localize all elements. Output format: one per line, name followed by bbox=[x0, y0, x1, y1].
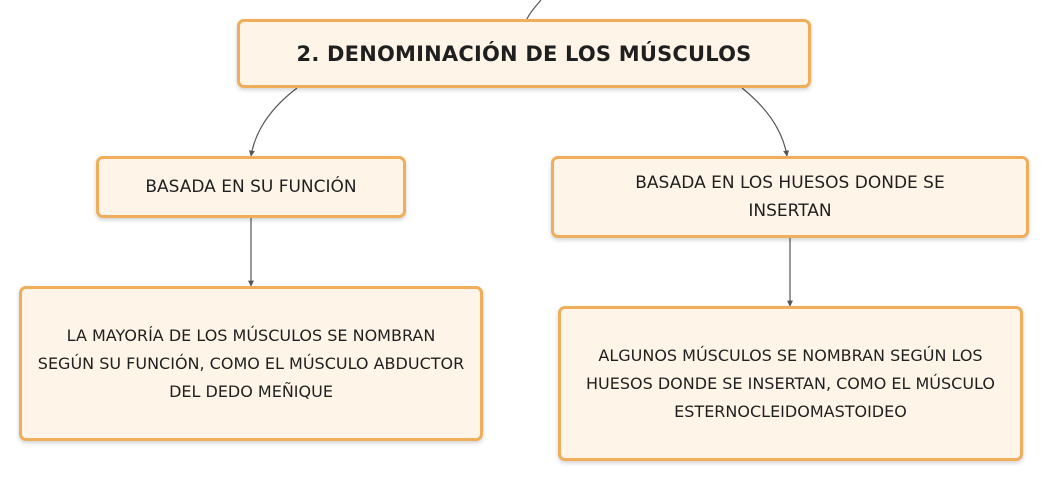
connector-parent-to-root bbox=[527, 0, 541, 19]
subtopic-label: LA MAYORÍA DE LOS MÚSCULOS SE NOMBRAN SEGÚN SU FUNCIÓN, COMO EL MÚSCULO ABDUCTOR DEL DEDO MEÑIQUE bbox=[37, 325, 465, 401]
root-topic[interactable] bbox=[237, 19, 811, 88]
connector-root-to-bones bbox=[742, 88, 787, 156]
topic-label: BASADA EN SU FUNCIÓN bbox=[145, 177, 357, 197]
topic-label: BASADA EN LOS HUESOS DONDE SE INSERTAN bbox=[635, 173, 945, 221]
root-topic-label: 2. DENOMINACIÓN DE LOS MÚSCULOS bbox=[296, 41, 752, 66]
subtopic-huesos-detail[interactable] bbox=[558, 306, 1023, 461]
topic-basada-en-su-funcion[interactable] bbox=[96, 156, 406, 218]
connector-root-to-function bbox=[251, 88, 297, 156]
topic-basada-en-los-huesos[interactable] bbox=[551, 156, 1029, 238]
subtopic-label: ALGUNOS MÚSCULOS SE NOMBRAN SEGÚN LOS HUESOS DONDE SE INSERTAN, COMO EL MÚSCULO ESTERNOCLEIDOMASTOIDEO bbox=[586, 345, 995, 421]
subtopic-funcion-detail[interactable] bbox=[19, 286, 483, 441]
